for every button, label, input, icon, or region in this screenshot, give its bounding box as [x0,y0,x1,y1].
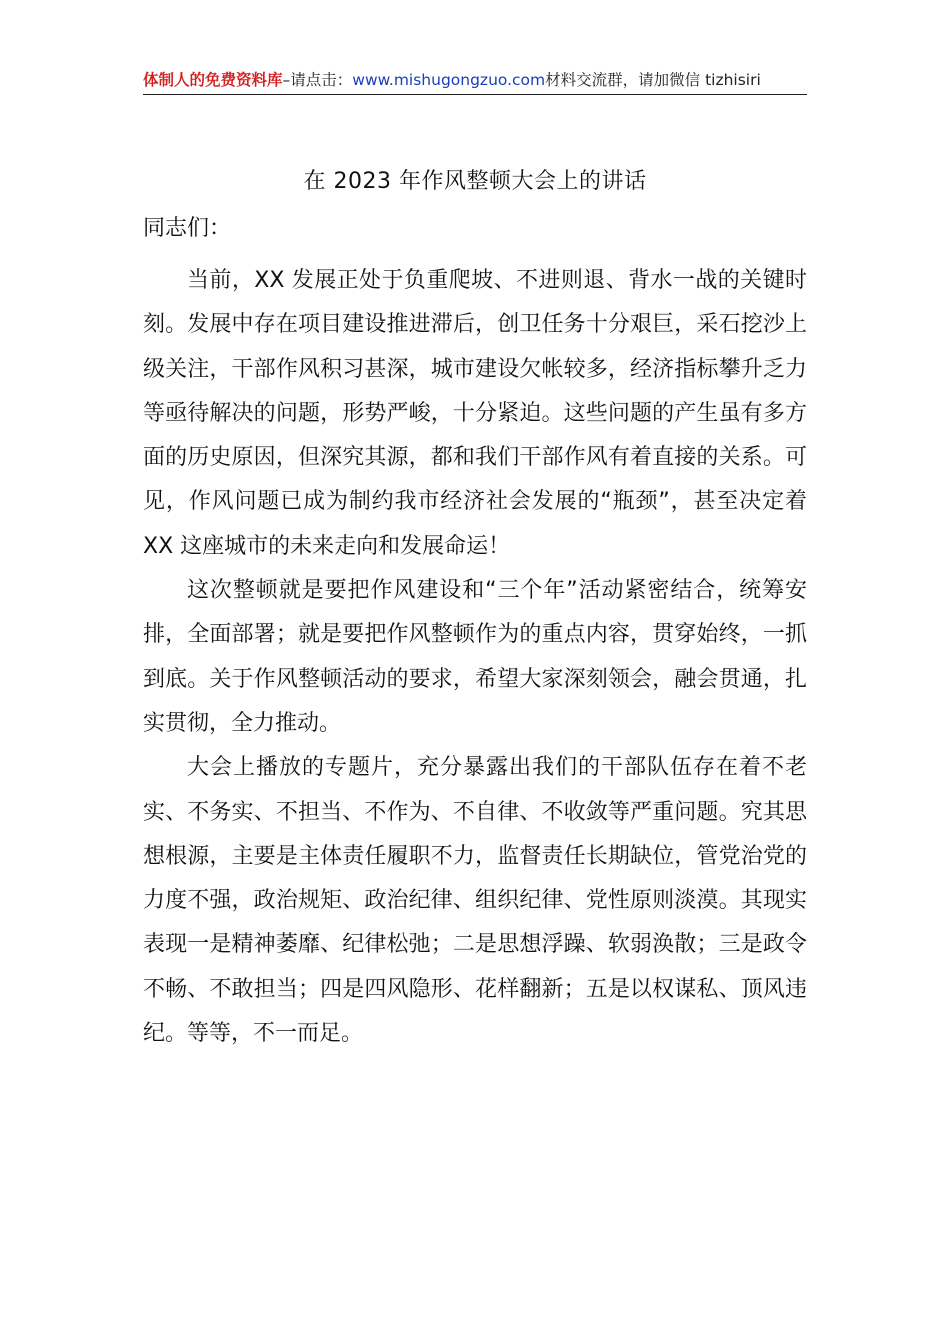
document-title: 在 2023 年作风整顿大会上的讲话 [303,169,647,194]
header-link[interactable]: www.mishugongzuo.com [352,71,546,89]
header-separator: –请点击： [282,71,353,89]
paragraph-3: 大会上播放的专题片，充分暴露出我们的干部队伍存在着不老实、不务实、不担当、不作为、不自律、不收敛等严重问题。究其思想根源，主要是主体责任履职不力，监督责任长期缺位，管党治党的力度不强，政治规矩、政治纪律、组织纪律、党性原则淡漠。其现实表现一是精神萎靡、纪律松弛；二是思想浮躁、软弱涣散；三是政令不畅、不敢担当；四是四风隐形、花样翻新；五是以权谋私、顶风违纪。等等，不一而足。 [143,755,807,1047]
salutation: 同志们： [143,216,232,241]
document-body [143,259,807,1056]
paragraph-1: 当前，XX 发展正处于负重爬坡、不进则退、背水一战的关键时刻。发展中存在项目建设推进滞后，创卫任务十分艰巨，采石挖沙上级关注，干部作风积习甚深，城市建设欠帐较多，经济指标攀升乏力等亟待解决的问题，形势严峻，十分紧迫。这些问题的产生虽有多方面的历史原因，但深究其源，都和我们干部作风有着直接的关系。可见，作风问题已成为制约我市经济社会发展的“瓶颈”，甚至决定着 XX 这座城市的未来走向和发展命运！ [143,268,807,559]
header-tail: 材料交流群，请加微信 tizhisiri [545,71,761,89]
page-header [143,66,807,95]
paragraph-2: 这次整顿就是要把作风建设和“三个年”活动紧密结合，统筹安排，全面部署；就是要把作风整顿作为的重点内容，贯穿始终，一抓到底。关于作风整顿活动的要求，希望大家深刻领会，融会贯通，扎实贯彻，全力推动。 [143,578,808,736]
header-brand: 体制人的免费资料库 [143,71,283,89]
